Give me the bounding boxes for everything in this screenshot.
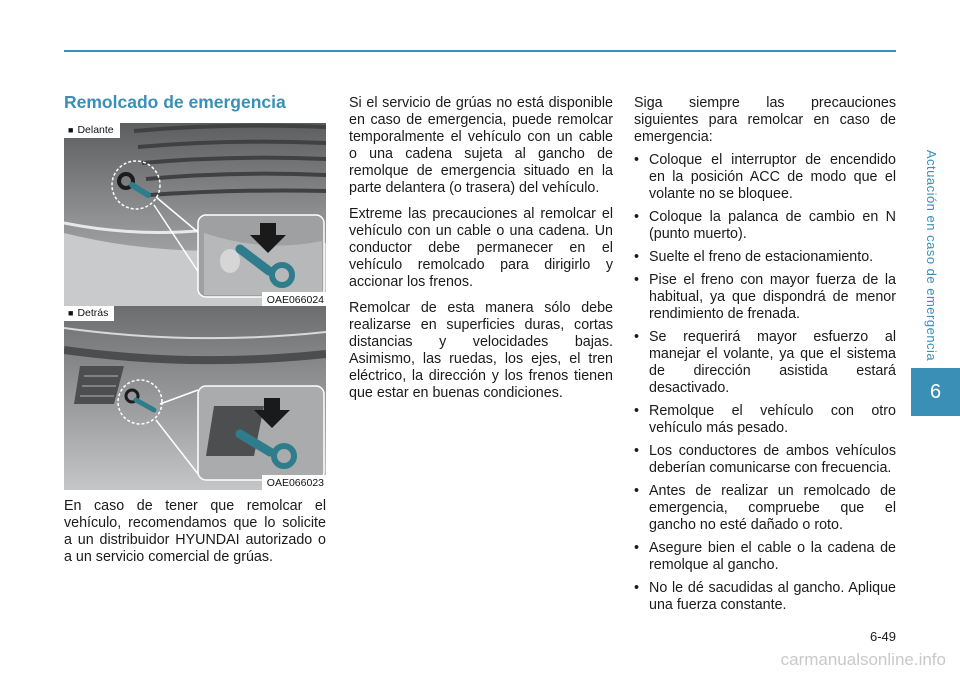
chapter-side-title: Actuación en caso de emergencia — [924, 149, 940, 361]
chapter-tab: 6 — [911, 368, 960, 416]
list-item: • Los conductores de ambos vehículos deberían comunicarse con frecuencia. — [634, 443, 896, 476]
list-item: • Se requerirá mayor esfuerzo al manejar el volante, ya que el sistema de dirección asistida estará desactivado. — [634, 329, 896, 396]
list-item: • Remolque el vehículo con otro vehículo más pesado. — [634, 403, 896, 436]
section-title: Remolcado de emergencia — [64, 92, 286, 112]
left-column — [64, 498, 326, 575]
paragraph: Extreme las precauciones al remolcar el vehículo con un cable o una cadena. Un conductor debe permanecer en el vehículo remolcado para dirigirlo y accionar los frenos. — [349, 206, 613, 290]
middle-column — [349, 95, 613, 411]
front-bumper-illustration — [64, 123, 326, 307]
page-number: 6-49 — [869, 629, 896, 644]
list-item: • Asegure bien el cable o la cadena de remolque al gancho. — [634, 540, 896, 573]
list-item: • Antes de realizar un remolcado de emergencia, compruebe que el gancho no esté dañado o roto. — [634, 483, 896, 533]
figure-label: ■ Delante — [64, 123, 120, 138]
figure-label: ■ Detrás — [64, 306, 114, 321]
precautions-list — [634, 152, 896, 614]
list-item: • Coloque la palanca de cambio en N (punto muerto). — [634, 209, 896, 242]
rear-tow-hook-figure — [64, 306, 326, 490]
figure-code: OAE066023 — [262, 475, 326, 490]
header-rule — [64, 50, 896, 52]
right-column — [634, 95, 896, 620]
watermark: carmanualsonline.info — [780, 650, 946, 669]
paragraph: Si el servicio de grúas no está disponible en caso de emergencia, puede remolcar temporalmente el vehículo con un cable o una cadena sujeta al gancho de remolque de emergencia situado en la parte delantera (o trasera) del vehículo. — [349, 95, 613, 196]
list-item: • Coloque el interruptor de encendido en la posición ACC de modo que el volante no se bloquee. — [634, 152, 896, 202]
list-item: • Suelte el freno de estacionamiento. — [634, 249, 874, 265]
list-item: • No le dé sacudidas al gancho. Aplique una fuerza constante. — [634, 580, 896, 613]
figure-code: OAE066024 — [262, 292, 326, 307]
list-item: • Pise el freno con mayor fuerza de la habitual, ya que dispondrá de menor rendimiento de frenada. — [634, 272, 896, 322]
paragraph: Remolcar de esta manera sólo debe realizarse en superficies duras, cortas distancias y velocidades bajas. Asimismo, las ruedas, los ejes, el tren eléctrico, la dirección y los frenos tienen que estar en buenas condiciones. — [349, 300, 613, 401]
front-tow-hook-figure — [64, 123, 326, 307]
rear-bumper-illustration — [64, 306, 326, 490]
paragraph: En caso de tener que remolcar el vehículo, recomendamos que lo solicite a un distribuidor HYUNDAI autorizado o a un servicio comercial de grúas. — [64, 498, 326, 565]
intro-paragraph: Siga siempre las precauciones siguientes para remolcar en caso de emergencia: — [634, 95, 896, 145]
